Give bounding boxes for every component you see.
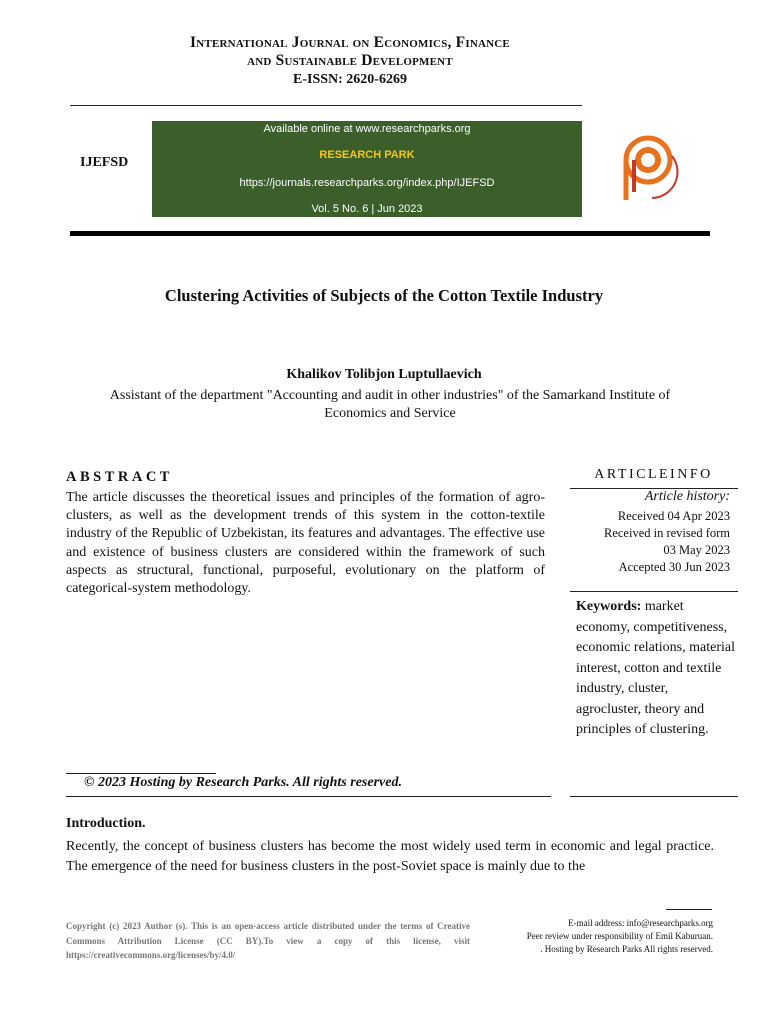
author-affiliation (72, 387, 708, 423)
keywords-divider (570, 591, 738, 592)
banner-brand-research: RESEARCH (319, 149, 382, 161)
affiliation-line1: Assistant of the department "Accounting and audit in other industries" of the Samarkand Institute of (109, 388, 671, 403)
affiliation-line2: Economics and Service (324, 406, 456, 421)
keywords-text: market economy, competitiveness, economic relations, material interest, cotton and textile industry, cluster, agrocluster, theory and principles of clustering. (576, 599, 735, 737)
accepted-date: Accepted 30 Jun 2023 (618, 560, 730, 574)
footer-rule (666, 909, 712, 910)
footer-email[interactable]: E-mail address: info@researchparks.org (568, 918, 713, 928)
copyright-top-rule (66, 773, 216, 774)
author-name: Khalikov Tolibjon Luptullaevich (286, 367, 482, 382)
journal-issn: E-ISSN: 2620-6269 (293, 72, 407, 87)
article-info-bottom-divider (570, 796, 738, 797)
abstract-text: The article discusses the theoretical issues and principles of the formation of agro-clusters, as well as the development trends of this system in the cotton-textile industry of the Republic of Uzbekistan, its features and advantages. The effective use and existence of business clusters are considered within the framework of such aspects as structural, functional, purposeful, evolutionary on the platform of categorical-system methodology. (66, 490, 545, 597)
hosting-copyright: © 2023 Hosting by Research Parks. All rights reserved. (84, 775, 402, 790)
copyright-bottom-rule (66, 796, 551, 797)
footer-peer-review: Peer review under responsibility of Emil Kaburuan. (526, 931, 713, 941)
header-thick-divider (70, 231, 710, 236)
footer-hosting: . Hosting by Research Parks All rights reserved. (540, 944, 713, 954)
revised-label: Received in revised form (604, 526, 730, 540)
introduction-heading: Introduction. (66, 816, 146, 831)
header-divider (70, 105, 582, 106)
revised-date: 03 May 2023 (663, 543, 730, 557)
banner-volume: Vol. 5 No. 6 | Jun 2023 (311, 203, 423, 215)
banner-journal-url[interactable]: https://journals.researchparks.org/index.php/IJEFSD (239, 177, 495, 189)
article-info-heading: ARTICLEINFO (594, 467, 713, 482)
article-history-label: Article history: (644, 489, 730, 504)
license-footnote: Copyright (c) 2023 Author (s). This is an open-access article distributed under the terms of Creative Commons Attribution License (CC BY).To view a copy of this license, visit https://creativecommons.org/licenses/by/4.0/ (66, 921, 470, 960)
banner-brand (152, 149, 582, 161)
research-parks-logo-icon (612, 126, 694, 208)
banner-brand-park: PARK (384, 149, 415, 161)
journal-title-line2: and Sustainable Development (247, 52, 453, 69)
paper-title: Clustering Activities of Subjects of the Cotton Textile Industry (164, 286, 604, 305)
keywords-block (576, 597, 736, 741)
abstract-heading: ABSTRACT (66, 469, 173, 485)
banner-available-online[interactable]: Available online at www.researchparks.org (263, 123, 471, 135)
journal-title-line1: International Journal on Economics, Finance (190, 34, 510, 51)
introduction-text: Recently, the concept of business clusters has become the most widely used term in economic and legal practice. The emergence of the need for business clusters in the post-Soviet space is mainly due to the (66, 839, 714, 874)
journal-title (70, 34, 630, 70)
journal-banner (152, 121, 582, 217)
received-date: Received 04 Apr 2023 (617, 509, 730, 523)
keywords-label: Keywords: (576, 599, 642, 614)
journal-abbreviation: IJEFSD (80, 155, 129, 170)
footer-contact (480, 917, 713, 956)
